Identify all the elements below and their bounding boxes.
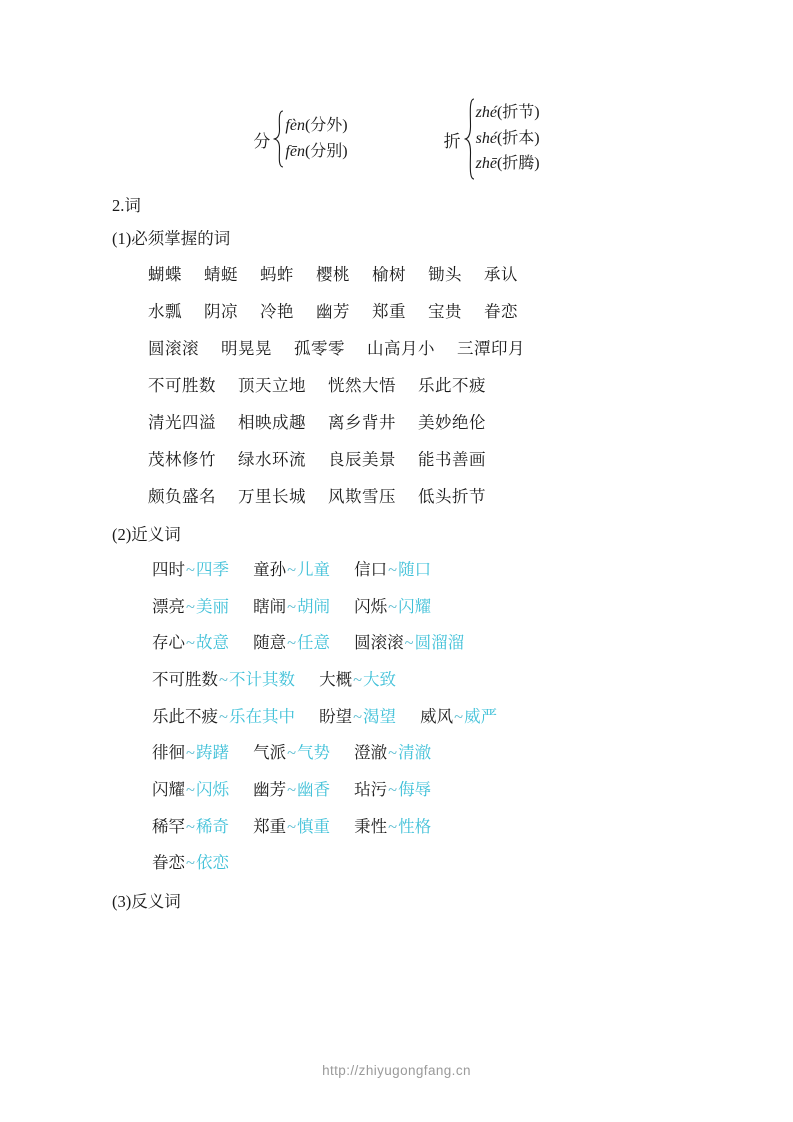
synonym-target: 任意 [297, 633, 330, 653]
word-line [148, 478, 683, 515]
example-word: (折节) [496, 104, 540, 122]
word: 圆滚滚 [148, 338, 199, 358]
synonym-target: 大致 [363, 670, 396, 689]
synonym-source: 徘徊 [152, 743, 185, 763]
synonym-pair [354, 743, 431, 762]
synonym-source: 闪耀 [152, 779, 185, 799]
word: 茂林修竹 [148, 450, 216, 470]
word: 低头折节 [418, 487, 486, 507]
tilde-separator: ~ [287, 779, 296, 799]
word-line [148, 330, 683, 367]
tilde-separator: ~ [388, 743, 398, 763]
synonym-source: 郑重 [253, 816, 287, 836]
synonym-pair [152, 633, 229, 652]
synonym-target: 踌躇 [195, 743, 229, 763]
synonym-source: 乐此不疲 [152, 706, 218, 726]
synonym-line [152, 552, 683, 589]
tilde-separator: ~ [287, 816, 296, 836]
word: 相映成趣 [238, 413, 306, 432]
pinyin: fēn [285, 142, 305, 160]
word-line [148, 441, 683, 478]
synonym-target: 乐在其中 [228, 706, 295, 726]
tilde-separator: ~ [186, 816, 195, 836]
synonym-source: 闪烁 [354, 596, 388, 616]
synonym-target: 胡闹 [297, 596, 330, 616]
tilde-separator: ~ [186, 779, 195, 799]
tilde-separator: ~ [388, 816, 398, 836]
polyphone-group-fen [253, 98, 347, 180]
synonym-pair [354, 597, 431, 616]
tilde-separator: ~ [353, 670, 362, 689]
example-word: (折本) [496, 129, 540, 147]
word: 幽芳 [316, 301, 350, 321]
pinyin: fèn [285, 117, 305, 135]
brace-icon [272, 98, 285, 180]
synonym-source: 威风 [420, 706, 454, 726]
tilde-separator: ~ [186, 633, 195, 653]
synonym-target: 慎重 [297, 816, 330, 836]
synonym-target: 儿童 [297, 560, 330, 580]
synonym-target: 闪耀 [398, 596, 432, 616]
synonym-pair [354, 633, 464, 652]
synonym-source: 玷污 [354, 779, 388, 799]
synonym-pair [319, 707, 396, 726]
example-word: (分别) [304, 142, 348, 160]
word: 乐此不疲 [418, 375, 486, 395]
word: 眷恋 [484, 301, 518, 321]
synonym-target: 四季 [195, 560, 229, 580]
synonym-line [152, 662, 683, 699]
polyphone-readings [476, 104, 540, 173]
word: 美妙绝伦 [418, 413, 486, 432]
word: 风欺雪压 [328, 487, 396, 507]
word: 山高月小 [367, 338, 435, 358]
synonym-source: 眷恋 [152, 853, 185, 873]
word: 明晃晃 [221, 338, 272, 358]
synonym-line [152, 699, 683, 736]
word: 水瓢 [148, 301, 182, 321]
synonym-list [152, 552, 683, 882]
synonym-target: 美丽 [195, 596, 229, 616]
synonym-line [152, 625, 683, 662]
polyphone-reading [476, 104, 540, 122]
synonym-pair [152, 597, 229, 616]
word-line [148, 256, 683, 293]
synonym-pair [253, 817, 330, 836]
word: 离乡背井 [328, 413, 396, 432]
brace-icon [463, 98, 476, 180]
pinyin: zhé [475, 104, 497, 122]
word: 榆树 [372, 264, 406, 284]
synonym-source: 幽芳 [253, 779, 287, 799]
word: 颇负盛名 [148, 487, 216, 507]
word: 冷艳 [260, 301, 294, 321]
tilde-separator: ~ [287, 560, 296, 580]
watermark-url: http://zhiyugongfang.cn [322, 1063, 471, 1078]
synonym-pair [152, 780, 229, 799]
synonym-target: 性格 [398, 816, 432, 836]
word-line [148, 404, 683, 441]
synonym-pair [253, 633, 330, 652]
tilde-separator: ~ [219, 706, 228, 726]
tilde-separator: ~ [287, 743, 296, 763]
pinyin: zhē [475, 155, 497, 173]
synonym-target: 随口 [398, 560, 432, 580]
synonym-target: 清澈 [398, 743, 432, 763]
word: 蜻蜓 [204, 264, 238, 284]
synonym-target: 气势 [297, 743, 330, 763]
word: 良辰美景 [328, 450, 396, 470]
word-line [148, 293, 683, 330]
example-word: (分外) [304, 117, 348, 135]
synonym-line [152, 735, 683, 772]
synonym-target: 渴望 [363, 706, 396, 726]
subsection-heading-antonyms: (3)反义词 [112, 891, 181, 911]
word: 承认 [484, 264, 518, 284]
synonym-pair [253, 560, 330, 579]
word: 顶天立地 [238, 375, 306, 395]
synonym-target: 圆溜溜 [414, 633, 465, 653]
must-master-word-list [148, 256, 683, 516]
word-line [148, 367, 683, 404]
tilde-separator: ~ [186, 853, 195, 873]
synonym-source: 漂亮 [152, 596, 185, 616]
polyphone-row [110, 98, 683, 180]
synonym-pair [152, 853, 229, 872]
tilde-separator: ~ [186, 560, 195, 580]
synonym-source: 盼望 [319, 706, 353, 726]
synonym-source: 稀罕 [152, 816, 185, 836]
synonym-line [152, 809, 683, 846]
tilde-separator: ~ [186, 743, 195, 763]
synonym-line [152, 845, 683, 882]
subsection-heading-must-master: (1)必须掌握的词 [112, 228, 231, 248]
word: 恍然大悟 [328, 375, 396, 395]
word: 绿水环流 [238, 450, 306, 470]
synonym-source: 随意 [253, 633, 287, 653]
tilde-separator: ~ [219, 670, 228, 689]
word: 樱桃 [316, 264, 350, 284]
pinyin: shé [475, 129, 497, 147]
synonym-target: 不计其数 [228, 670, 295, 689]
polyphone-reading [476, 130, 540, 148]
tilde-separator: ~ [404, 633, 414, 653]
synonym-pair [253, 780, 330, 799]
polyphone-readings [285, 117, 347, 161]
synonym-target: 故意 [195, 633, 229, 653]
synonym-source: 秉性 [354, 816, 388, 836]
synonym-pair [152, 817, 229, 836]
polyphone-char: 分 [253, 131, 271, 151]
synonym-source: 信口 [354, 560, 388, 580]
subsection-heading-synonyms: (2)近义词 [112, 525, 181, 545]
synonym-pair [319, 670, 396, 689]
synonym-pair [354, 780, 431, 799]
synonym-pair [152, 560, 229, 579]
synonym-source: 气派 [253, 743, 287, 763]
synonym-source: 不可胜数 [152, 670, 218, 689]
word: 阴凉 [204, 301, 238, 321]
tilde-separator: ~ [454, 706, 464, 726]
synonym-pair [420, 707, 497, 726]
synonym-line [152, 772, 683, 809]
tilde-separator: ~ [388, 596, 398, 616]
synonym-source: 瞎闹 [253, 596, 287, 616]
word: 能书善画 [418, 450, 486, 470]
tilde-separator: ~ [388, 560, 398, 580]
example-word: (折腾) [496, 155, 540, 173]
tilde-separator: ~ [353, 706, 362, 726]
polyphone-char: 折 [443, 131, 461, 151]
synonym-pair [152, 707, 295, 726]
word: 清光四溢 [148, 413, 216, 432]
tilde-separator: ~ [287, 633, 296, 653]
synonym-source: 童孙 [253, 560, 287, 580]
word: 蚂蚱 [260, 264, 294, 284]
word: 锄头 [428, 264, 462, 284]
word: 宝贵 [428, 301, 462, 321]
word: 孤零零 [294, 338, 345, 358]
synonym-source: 存心 [152, 633, 185, 653]
synonym-source: 四时 [152, 560, 185, 580]
synonym-target: 依恋 [195, 853, 229, 873]
synonym-pair [253, 597, 330, 616]
synonym-target: 闪烁 [195, 779, 229, 799]
synonym-source: 澄澈 [354, 743, 388, 763]
synonym-source: 大概 [319, 670, 353, 689]
synonym-target: 稀奇 [195, 816, 229, 836]
synonym-pair [152, 670, 295, 689]
synonym-pair [152, 743, 229, 762]
section-heading-ci: 2.词 [112, 196, 141, 215]
word: 万里长城 [238, 487, 306, 507]
word: 蝴蝶 [148, 264, 182, 284]
tilde-separator: ~ [388, 779, 398, 799]
synonym-pair [354, 560, 431, 579]
tilde-separator: ~ [186, 596, 195, 616]
word: 三潭印月 [457, 338, 525, 358]
synonym-pair [253, 743, 330, 762]
synonym-target: 侮辱 [398, 779, 432, 799]
polyphone-reading [476, 155, 540, 173]
synonym-target: 幽香 [297, 779, 330, 799]
synonym-source: 圆滚滚 [354, 633, 404, 653]
polyphone-group-zhe [444, 98, 540, 180]
synonym-pair [354, 817, 431, 836]
polyphone-reading [285, 143, 347, 161]
word: 不可胜数 [148, 375, 216, 395]
word: 郑重 [372, 301, 406, 321]
tilde-separator: ~ [287, 596, 296, 616]
synonym-target: 威严 [464, 706, 498, 726]
polyphone-reading [285, 117, 347, 135]
synonym-line [152, 589, 683, 626]
